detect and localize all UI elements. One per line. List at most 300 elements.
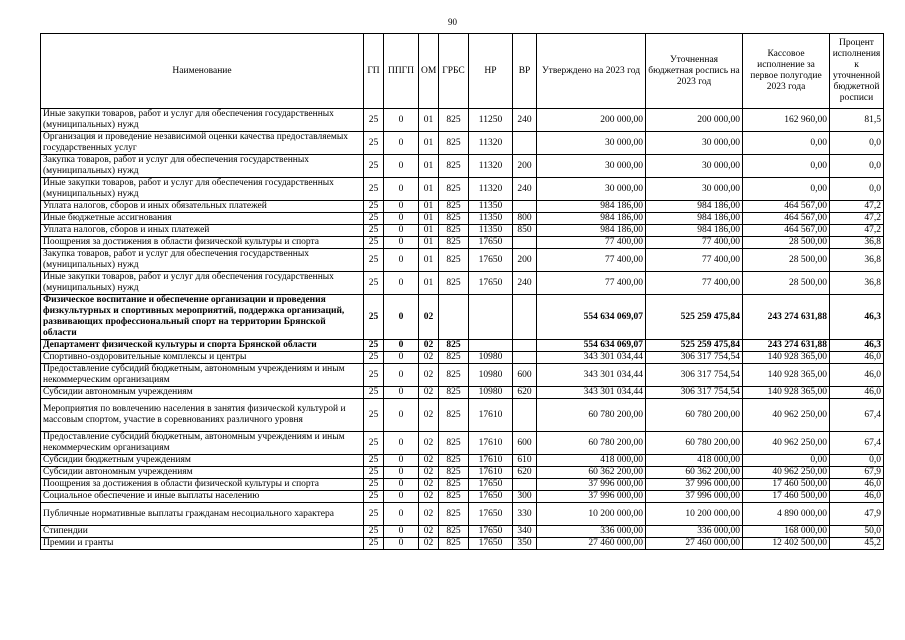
cell-cash: 243 274 631,88 bbox=[743, 295, 830, 340]
cell-vr: 620 bbox=[513, 387, 537, 399]
cell-name: Поощрения за достижения в области физической культуры и спорта bbox=[41, 237, 364, 249]
cell-gp: 25 bbox=[364, 503, 384, 526]
cell-np: 17650 bbox=[469, 526, 513, 538]
table-row bbox=[41, 387, 884, 399]
cell-ppgp: 0 bbox=[384, 491, 419, 503]
cell-ppgp: 0 bbox=[384, 109, 419, 132]
cell-refined: 30 000,00 bbox=[646, 132, 743, 155]
cell-ppgp: 0 bbox=[384, 432, 419, 455]
cell-approved: 10 200 000,00 bbox=[537, 503, 646, 526]
cell-refined: 37 996 000,00 bbox=[646, 491, 743, 503]
cell-pct: 36,8 bbox=[830, 272, 884, 295]
cell-cash: 140 928 365,00 bbox=[743, 352, 830, 364]
cell-pct: 47,2 bbox=[830, 213, 884, 225]
cell-refined: 30 000,00 bbox=[646, 178, 743, 201]
cell-vr: 800 bbox=[513, 213, 537, 225]
cell-grbs: 825 bbox=[439, 467, 469, 479]
cell-approved: 60 780 200,00 bbox=[537, 432, 646, 455]
cell-gp: 25 bbox=[364, 225, 384, 237]
cell-cash: 4 890 000,00 bbox=[743, 503, 830, 526]
cell-approved: 343 301 034,44 bbox=[537, 387, 646, 399]
cell-name: Организация и проведение независимой оценки качества предоставляемых государственных услуг bbox=[41, 132, 364, 155]
cell-np: 17650 bbox=[469, 237, 513, 249]
cell-pct: 81,5 bbox=[830, 109, 884, 132]
cell-np: 11320 bbox=[469, 155, 513, 178]
cell-name: Иные закупки товаров, работ и услуг для обеспечения государственных (муниципальных) нужд bbox=[41, 178, 364, 201]
cell-cash: 140 928 365,00 bbox=[743, 387, 830, 399]
cell-refined: 10 200 000,00 bbox=[646, 503, 743, 526]
header-om: ОМ bbox=[419, 34, 439, 109]
cell-name: Социальное обеспечение и иные выплаты населению bbox=[41, 491, 364, 503]
cell-refined: 984 186,00 bbox=[646, 201, 743, 213]
cell-approved: 37 996 000,00 bbox=[537, 491, 646, 503]
cell-pct: 67,4 bbox=[830, 399, 884, 432]
cell-vr bbox=[513, 352, 537, 364]
cell-refined: 77 400,00 bbox=[646, 249, 743, 272]
cell-grbs: 825 bbox=[439, 387, 469, 399]
cell-cash: 17 460 500,00 bbox=[743, 491, 830, 503]
cell-pct: 46,0 bbox=[830, 387, 884, 399]
cell-pct: 47,2 bbox=[830, 225, 884, 237]
cell-np: 17610 bbox=[469, 432, 513, 455]
cell-np: 17650 bbox=[469, 479, 513, 491]
cell-pct: 0,0 bbox=[830, 155, 884, 178]
cell-name: Мероприятия по вовлечению населения в занятия физической культурой и массовым спортом, участие в соревнованиях различного уровня bbox=[41, 399, 364, 432]
table-row bbox=[41, 295, 884, 340]
cell-gp: 25 bbox=[364, 399, 384, 432]
cell-gp: 25 bbox=[364, 295, 384, 340]
cell-np: 11320 bbox=[469, 132, 513, 155]
cell-approved: 27 460 000,00 bbox=[537, 538, 646, 550]
cell-np: 11320 bbox=[469, 178, 513, 201]
cell-refined: 60 362 200,00 bbox=[646, 467, 743, 479]
cell-gp: 25 bbox=[364, 272, 384, 295]
cell-np: 17610 bbox=[469, 467, 513, 479]
cell-approved: 37 996 000,00 bbox=[537, 479, 646, 491]
cell-vr bbox=[513, 237, 537, 249]
cell-pct: 36,8 bbox=[830, 237, 884, 249]
cell-ppgp: 0 bbox=[384, 364, 419, 387]
cell-cash: 28 500,00 bbox=[743, 237, 830, 249]
table-row bbox=[41, 178, 884, 201]
table-row bbox=[41, 109, 884, 132]
cell-approved: 984 186,00 bbox=[537, 201, 646, 213]
table-header-row bbox=[41, 34, 884, 109]
cell-cash: 28 500,00 bbox=[743, 272, 830, 295]
cell-om: 01 bbox=[419, 109, 439, 132]
cell-pct: 46,0 bbox=[830, 479, 884, 491]
cell-ppgp: 0 bbox=[384, 213, 419, 225]
cell-vr: 850 bbox=[513, 225, 537, 237]
cell-approved: 60 362 200,00 bbox=[537, 467, 646, 479]
header-grbs: ГРБС bbox=[439, 34, 469, 109]
cell-cash: 0,00 bbox=[743, 455, 830, 467]
cell-pct: 0,0 bbox=[830, 132, 884, 155]
cell-ppgp: 0 bbox=[384, 387, 419, 399]
table-row bbox=[41, 272, 884, 295]
cell-pct: 50,0 bbox=[830, 526, 884, 538]
cell-approved: 984 186,00 bbox=[537, 225, 646, 237]
cell-vr: 240 bbox=[513, 272, 537, 295]
table-row bbox=[41, 491, 884, 503]
cell-ppgp: 0 bbox=[384, 249, 419, 272]
cell-pct: 47,9 bbox=[830, 503, 884, 526]
cell-refined: 336 000,00 bbox=[646, 526, 743, 538]
header-percent: Процент исполнения к уточненной бюджетной росписи bbox=[830, 34, 884, 109]
cell-np bbox=[469, 295, 513, 340]
table-row bbox=[41, 526, 884, 538]
cell-gp: 25 bbox=[364, 201, 384, 213]
cell-approved: 77 400,00 bbox=[537, 237, 646, 249]
cell-refined: 306 317 754,54 bbox=[646, 387, 743, 399]
cell-grbs: 825 bbox=[439, 132, 469, 155]
cell-refined: 27 460 000,00 bbox=[646, 538, 743, 550]
cell-ppgp: 0 bbox=[384, 201, 419, 213]
cell-cash: 162 960,00 bbox=[743, 109, 830, 132]
cell-cash: 464 567,00 bbox=[743, 225, 830, 237]
table-row bbox=[41, 503, 884, 526]
table-row bbox=[41, 155, 884, 178]
cell-pct: 47,2 bbox=[830, 201, 884, 213]
cell-gp: 25 bbox=[364, 340, 384, 352]
cell-vr bbox=[513, 132, 537, 155]
cell-pct: 46,0 bbox=[830, 491, 884, 503]
cell-vr: 200 bbox=[513, 249, 537, 272]
cell-cash: 140 928 365,00 bbox=[743, 364, 830, 387]
cell-name: Иные закупки товаров, работ и услуг для обеспечения государственных (муниципальных) нужд bbox=[41, 109, 364, 132]
cell-approved: 343 301 034,44 bbox=[537, 352, 646, 364]
cell-gp: 25 bbox=[364, 237, 384, 249]
cell-om: 01 bbox=[419, 201, 439, 213]
cell-approved: 554 634 069,07 bbox=[537, 340, 646, 352]
cell-name: Закупка товаров, работ и услуг для обеспечения государственных (муниципальных) нужд bbox=[41, 155, 364, 178]
table-row bbox=[41, 364, 884, 387]
cell-np: 17610 bbox=[469, 399, 513, 432]
table-row bbox=[41, 455, 884, 467]
cell-gp: 25 bbox=[364, 526, 384, 538]
cell-ppgp: 0 bbox=[384, 155, 419, 178]
cell-np: 17650 bbox=[469, 272, 513, 295]
cell-ppgp: 0 bbox=[384, 225, 419, 237]
cell-om: 01 bbox=[419, 272, 439, 295]
cell-ppgp: 0 bbox=[384, 237, 419, 249]
cell-approved: 30 000,00 bbox=[537, 178, 646, 201]
cell-name: Иные закупки товаров, работ и услуг для обеспечения государственных (муниципальных) нужд bbox=[41, 272, 364, 295]
cell-approved: 77 400,00 bbox=[537, 249, 646, 272]
cell-om: 01 bbox=[419, 213, 439, 225]
cell-om: 02 bbox=[419, 455, 439, 467]
cell-approved: 30 000,00 bbox=[537, 132, 646, 155]
header-approved: Утверждено на 2023 год bbox=[537, 34, 646, 109]
header-vr: ВР bbox=[513, 34, 537, 109]
cell-vr: 600 bbox=[513, 364, 537, 387]
cell-vr bbox=[513, 295, 537, 340]
cell-grbs: 825 bbox=[439, 538, 469, 550]
cell-np: 11250 bbox=[469, 109, 513, 132]
cell-pct: 46,0 bbox=[830, 364, 884, 387]
cell-vr: 610 bbox=[513, 455, 537, 467]
cell-refined: 77 400,00 bbox=[646, 237, 743, 249]
cell-om: 02 bbox=[419, 491, 439, 503]
cell-om: 02 bbox=[419, 526, 439, 538]
page-number: 90 bbox=[448, 17, 457, 27]
cell-grbs: 825 bbox=[439, 399, 469, 432]
cell-vr: 240 bbox=[513, 178, 537, 201]
cell-refined: 77 400,00 bbox=[646, 272, 743, 295]
cell-om: 01 bbox=[419, 132, 439, 155]
cell-approved: 984 186,00 bbox=[537, 213, 646, 225]
cell-name: Уплата налогов, сборов и иных платежей bbox=[41, 225, 364, 237]
cell-name: Поощрения за достижения в области физической культуры и спорта bbox=[41, 479, 364, 491]
cell-ppgp: 0 bbox=[384, 455, 419, 467]
table-row bbox=[41, 352, 884, 364]
cell-vr: 300 bbox=[513, 491, 537, 503]
table-row bbox=[41, 467, 884, 479]
header-cash: Кассовое исполнение за первое полугодие 2023 года bbox=[743, 34, 830, 109]
cell-pct: 67,9 bbox=[830, 467, 884, 479]
cell-gp: 25 bbox=[364, 155, 384, 178]
cell-om: 02 bbox=[419, 479, 439, 491]
cell-name: Предоставление субсидий бюджетным, автономным учреждениям и иным некоммерческим организациям bbox=[41, 432, 364, 455]
cell-ppgp: 0 bbox=[384, 526, 419, 538]
cell-np: 11350 bbox=[469, 201, 513, 213]
cell-grbs: 825 bbox=[439, 432, 469, 455]
table-row bbox=[41, 213, 884, 225]
cell-cash: 12 402 500,00 bbox=[743, 538, 830, 550]
cell-grbs: 825 bbox=[439, 491, 469, 503]
cell-pct: 0,0 bbox=[830, 178, 884, 201]
cell-grbs: 825 bbox=[439, 213, 469, 225]
cell-ppgp: 0 bbox=[384, 352, 419, 364]
cell-name: Иные бюджетные ассигнования bbox=[41, 213, 364, 225]
cell-name: Спортивно-оздоровительные комплексы и центры bbox=[41, 352, 364, 364]
header-refined: Уточненная бюджетная роспись на 2023 год bbox=[646, 34, 743, 109]
cell-name: Публичные нормативные выплаты гражданам несоциального характера bbox=[41, 503, 364, 526]
cell-gp: 25 bbox=[364, 491, 384, 503]
cell-grbs: 825 bbox=[439, 479, 469, 491]
cell-refined: 30 000,00 bbox=[646, 155, 743, 178]
cell-grbs: 825 bbox=[439, 201, 469, 213]
cell-name: Стипендии bbox=[41, 526, 364, 538]
table-row bbox=[41, 432, 884, 455]
cell-np bbox=[469, 340, 513, 352]
table-row bbox=[41, 538, 884, 550]
cell-gp: 25 bbox=[364, 387, 384, 399]
cell-grbs: 825 bbox=[439, 340, 469, 352]
cell-refined: 525 259 475,84 bbox=[646, 295, 743, 340]
cell-refined: 60 780 200,00 bbox=[646, 399, 743, 432]
cell-vr: 330 bbox=[513, 503, 537, 526]
cell-ppgp: 0 bbox=[384, 503, 419, 526]
cell-np: 17650 bbox=[469, 503, 513, 526]
cell-vr bbox=[513, 201, 537, 213]
cell-ppgp: 0 bbox=[384, 479, 419, 491]
cell-approved: 30 000,00 bbox=[537, 155, 646, 178]
table-row bbox=[41, 340, 884, 352]
cell-gp: 25 bbox=[364, 249, 384, 272]
table-row bbox=[41, 399, 884, 432]
cell-approved: 200 000,00 bbox=[537, 109, 646, 132]
cell-om: 02 bbox=[419, 340, 439, 352]
cell-pct: 36,8 bbox=[830, 249, 884, 272]
cell-om: 01 bbox=[419, 155, 439, 178]
cell-om: 01 bbox=[419, 178, 439, 201]
cell-name: Закупка товаров, работ и услуг для обеспечения государственных (муниципальных) нужд bbox=[41, 249, 364, 272]
cell-refined: 984 186,00 bbox=[646, 225, 743, 237]
table-row bbox=[41, 132, 884, 155]
table-row bbox=[41, 225, 884, 237]
cell-refined: 984 186,00 bbox=[646, 213, 743, 225]
cell-cash: 464 567,00 bbox=[743, 213, 830, 225]
cell-approved: 554 634 069,07 bbox=[537, 295, 646, 340]
cell-cash: 0,00 bbox=[743, 132, 830, 155]
cell-grbs: 825 bbox=[439, 109, 469, 132]
cell-cash: 40 962 250,00 bbox=[743, 467, 830, 479]
cell-om: 01 bbox=[419, 237, 439, 249]
cell-approved: 60 780 200,00 bbox=[537, 399, 646, 432]
cell-grbs: 825 bbox=[439, 249, 469, 272]
cell-approved: 77 400,00 bbox=[537, 272, 646, 295]
cell-vr bbox=[513, 340, 537, 352]
cell-refined: 306 317 754,54 bbox=[646, 352, 743, 364]
cell-cash: 17 460 500,00 bbox=[743, 479, 830, 491]
cell-grbs: 825 bbox=[439, 503, 469, 526]
table-row bbox=[41, 237, 884, 249]
table-body bbox=[41, 109, 884, 550]
table-row bbox=[41, 479, 884, 491]
cell-vr bbox=[513, 399, 537, 432]
cell-np: 17650 bbox=[469, 538, 513, 550]
cell-ppgp: 0 bbox=[384, 538, 419, 550]
cell-om: 02 bbox=[419, 399, 439, 432]
cell-ppgp: 0 bbox=[384, 178, 419, 201]
cell-cash: 40 962 250,00 bbox=[743, 432, 830, 455]
cell-cash: 464 567,00 bbox=[743, 201, 830, 213]
cell-name: Физическое воспитание и обеспечение организации и проведения физкультурных и спортивных мероприятий, поддержка организаций, развивающих профессиональный спорт на территории Брянской области bbox=[41, 295, 364, 340]
header-ppgp: ППГП bbox=[384, 34, 419, 109]
cell-grbs: 825 bbox=[439, 178, 469, 201]
cell-refined: 37 996 000,00 bbox=[646, 479, 743, 491]
cell-vr: 600 bbox=[513, 432, 537, 455]
cell-np: 17650 bbox=[469, 491, 513, 503]
cell-name: Субсидии бюджетным учреждениям bbox=[41, 455, 364, 467]
cell-pct: 67,4 bbox=[830, 432, 884, 455]
cell-grbs: 825 bbox=[439, 526, 469, 538]
cell-om: 02 bbox=[419, 352, 439, 364]
cell-np: 10980 bbox=[469, 364, 513, 387]
cell-ppgp: 0 bbox=[384, 295, 419, 340]
cell-gp: 25 bbox=[364, 364, 384, 387]
cell-gp: 25 bbox=[364, 455, 384, 467]
cell-np: 11350 bbox=[469, 225, 513, 237]
cell-ppgp: 0 bbox=[384, 272, 419, 295]
cell-vr: 340 bbox=[513, 526, 537, 538]
cell-np: 11350 bbox=[469, 213, 513, 225]
cell-vr: 350 bbox=[513, 538, 537, 550]
cell-grbs: 825 bbox=[439, 364, 469, 387]
cell-vr: 200 bbox=[513, 155, 537, 178]
cell-gp: 25 bbox=[364, 467, 384, 479]
table-row bbox=[41, 249, 884, 272]
cell-gp: 25 bbox=[364, 132, 384, 155]
cell-approved: 336 000,00 bbox=[537, 526, 646, 538]
cell-gp: 25 bbox=[364, 109, 384, 132]
cell-pct: 45,2 bbox=[830, 538, 884, 550]
cell-ppgp: 0 bbox=[384, 399, 419, 432]
cell-np: 10980 bbox=[469, 352, 513, 364]
cell-grbs: 825 bbox=[439, 237, 469, 249]
cell-vr bbox=[513, 479, 537, 491]
cell-name: Субсидии автономным учреждениям bbox=[41, 467, 364, 479]
cell-pct: 46,3 bbox=[830, 340, 884, 352]
cell-gp: 25 bbox=[364, 432, 384, 455]
cell-name: Предоставление субсидий бюджетным, автономным учреждениям и иным некоммерческим организациям bbox=[41, 364, 364, 387]
cell-name: Департамент физической культуры и спорта Брянской области bbox=[41, 340, 364, 352]
cell-cash: 168 000,00 bbox=[743, 526, 830, 538]
cell-refined: 525 259 475,84 bbox=[646, 340, 743, 352]
cell-refined: 200 000,00 bbox=[646, 109, 743, 132]
cell-name: Премии и гранты bbox=[41, 538, 364, 550]
cell-ppgp: 0 bbox=[384, 340, 419, 352]
cell-name: Субсидии автономным учреждениям bbox=[41, 387, 364, 399]
cell-ppgp: 0 bbox=[384, 132, 419, 155]
cell-refined: 418 000,00 bbox=[646, 455, 743, 467]
cell-np: 17610 bbox=[469, 455, 513, 467]
cell-pct: 0,0 bbox=[830, 455, 884, 467]
cell-om: 02 bbox=[419, 364, 439, 387]
cell-np: 10980 bbox=[469, 387, 513, 399]
cell-om: 02 bbox=[419, 295, 439, 340]
cell-grbs: 825 bbox=[439, 272, 469, 295]
cell-om: 01 bbox=[419, 249, 439, 272]
cell-grbs: 825 bbox=[439, 225, 469, 237]
cell-om: 02 bbox=[419, 503, 439, 526]
cell-vr: 620 bbox=[513, 467, 537, 479]
cell-cash: 243 274 631,88 bbox=[743, 340, 830, 352]
cell-approved: 418 000,00 bbox=[537, 455, 646, 467]
cell-cash: 40 962 250,00 bbox=[743, 399, 830, 432]
cell-om: 02 bbox=[419, 432, 439, 455]
cell-gp: 25 bbox=[364, 538, 384, 550]
cell-om: 02 bbox=[419, 387, 439, 399]
cell-om: 01 bbox=[419, 225, 439, 237]
cell-gp: 25 bbox=[364, 178, 384, 201]
cell-grbs: 825 bbox=[439, 455, 469, 467]
cell-grbs: 825 bbox=[439, 352, 469, 364]
cell-pct: 46,3 bbox=[830, 295, 884, 340]
cell-gp: 25 bbox=[364, 352, 384, 364]
table-row bbox=[41, 201, 884, 213]
cell-grbs bbox=[439, 295, 469, 340]
cell-om: 02 bbox=[419, 467, 439, 479]
cell-np: 17650 bbox=[469, 249, 513, 272]
cell-om: 02 bbox=[419, 538, 439, 550]
cell-ppgp: 0 bbox=[384, 467, 419, 479]
cell-cash: 28 500,00 bbox=[743, 249, 830, 272]
header-gp: ГП bbox=[364, 34, 384, 109]
header-name: Наименование bbox=[41, 34, 364, 109]
cell-refined: 60 780 200,00 bbox=[646, 432, 743, 455]
cell-refined: 306 317 754,54 bbox=[646, 364, 743, 387]
cell-grbs: 825 bbox=[439, 155, 469, 178]
budget-execution-table bbox=[40, 33, 884, 550]
cell-gp: 25 bbox=[364, 213, 384, 225]
cell-gp: 25 bbox=[364, 479, 384, 491]
header-np: НР bbox=[469, 34, 513, 109]
cell-vr: 240 bbox=[513, 109, 537, 132]
cell-pct: 46,0 bbox=[830, 352, 884, 364]
cell-cash: 0,00 bbox=[743, 178, 830, 201]
